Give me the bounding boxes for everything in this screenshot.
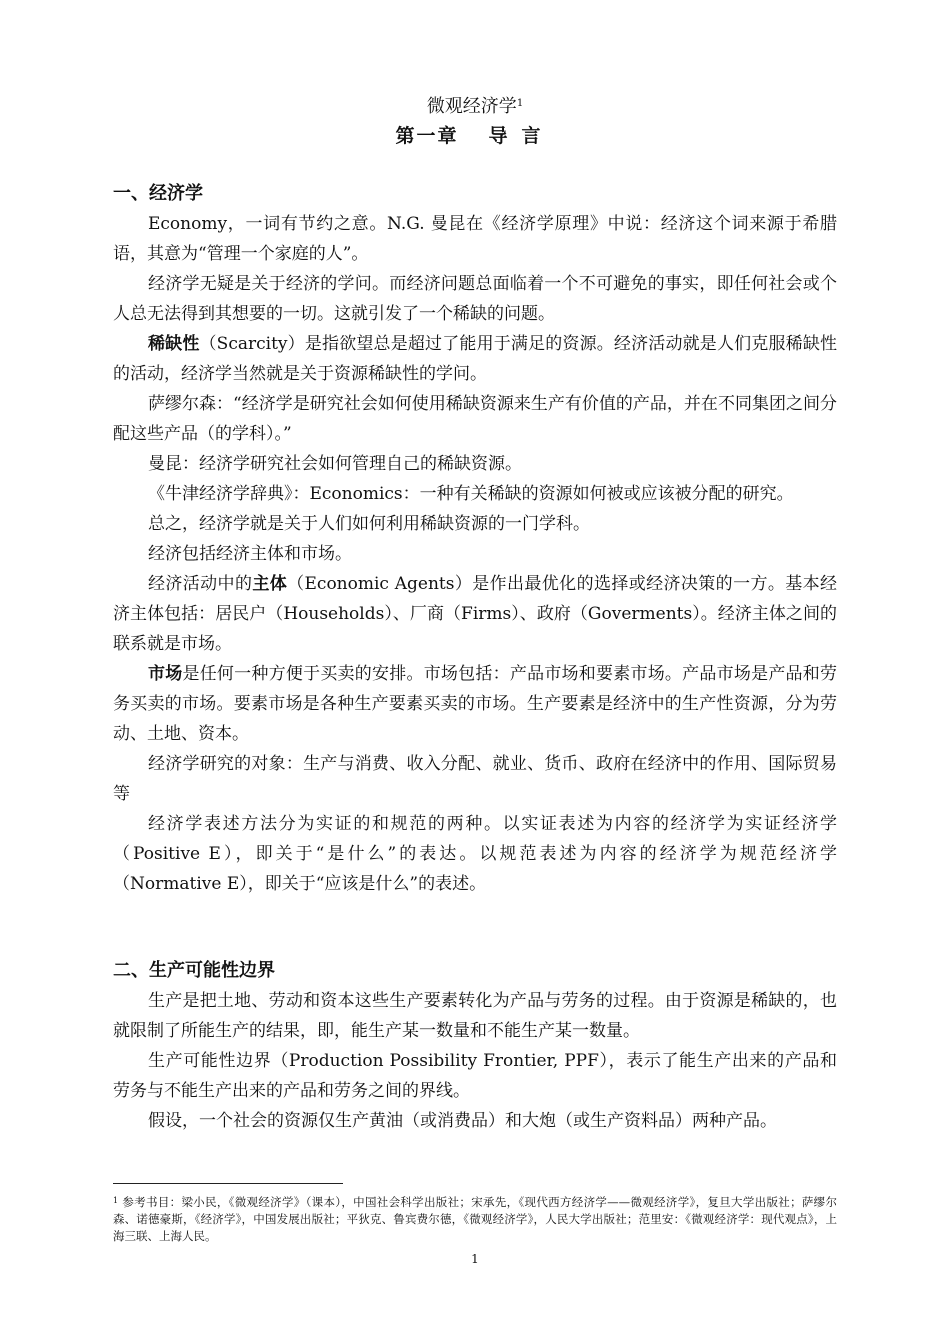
key-term: 主体	[252, 574, 288, 594]
paragraph	[113, 329, 837, 389]
chapter-heading	[0, 123, 950, 149]
paragraph	[113, 659, 837, 749]
section-body-economics	[113, 209, 837, 899]
paragraph: 经济学表述方法分为实证的和规范的两种。以实证表述为内容的经济学为实证经济学（Positive E），即关于“是什么”的表达。以规范表述为内容的经济学为规范经济学（Normative E），即关于“应该是什么”的表述。	[113, 814, 837, 894]
section-heading-ppf: 二、生产可能性边界	[113, 960, 275, 981]
section-body-ppf	[113, 986, 837, 1136]
paragraph	[113, 569, 837, 659]
title-text: 微观经济学	[426, 96, 517, 117]
paragraph: 萨缪尔森：“经济学是研究社会如何使用稀缺资源来生产有价值的产品，并在不同集团之间分配这些产品（的学科）。”	[113, 394, 837, 444]
key-term: 市场	[148, 664, 183, 684]
section-heading-economics: 一、经济学	[113, 183, 203, 204]
paragraph: 《牛津经济学辞典》：Economics：一种有关稀缺的资源如何被或应该被分配的研究。	[148, 484, 794, 504]
paragraph: 总之，经济学就是关于人们如何利用稀缺资源的一门学科。	[148, 514, 590, 534]
footnote-mark: 1	[113, 1196, 119, 1205]
paragraph-text: （Scarcity）是指欲望总是超过了能用于满足的资源。经济活动就是人们克服稀缺性的活动，经济学当然就是关于资源稀缺性的学问。	[113, 334, 837, 384]
chapter-name: 导言	[488, 125, 555, 147]
page-number: 1	[471, 1252, 479, 1266]
chapter-number: 第一章	[395, 125, 459, 147]
footnote-text: 参考书目：梁小民，《微观经济学》（课本），中国社会科学出版社；宋承先，《现代西方经济学——微观经济学》，复旦大学出版社；萨缪尔森、诺德豪斯，《经济学》，中国发展出版社；平狄克、鲁宾费尔德，《微观经济学》，人民大学出版社；范里安：《微观经济学：现代观点》，上海三联、上海人民。	[113, 1195, 837, 1243]
paragraph: 经济包括经济主体和市场。	[148, 544, 352, 564]
key-term: 稀缺性	[148, 334, 200, 354]
footnote	[113, 1192, 837, 1245]
paragraph: 假设，一个社会的资源仅生产黄油（或消费品）和大炮（或生产资料品）两种产品。	[148, 1111, 777, 1131]
footnote-marker[interactable]: 1	[516, 98, 524, 109]
footnote-divider	[113, 1183, 343, 1184]
paragraph: 经济学研究的对象：生产与消费、收入分配、就业、货币、政府在经济中的作用、国际贸易等	[113, 754, 837, 804]
paragraph-text: （Economic Agents）是作出最优化的选择或经济决策的一方。基本经济主体包括：居民户（Households）、厂商（Firms）、政府（Goverments）。经济主体之间的联系就是市场。	[113, 574, 838, 654]
paragraph: 经济学无疑是关于经济的学问。而经济问题总面临着一个不可避免的事实，即任何社会或个人总无法得到其想要的一切。这就引发了一个稀缺的问题。	[113, 274, 837, 324]
paragraph: Economy，一词有节约之意。N.G. 曼昆在《经济学原理》中说：经济这个词来源于希腊语，其意为“管理一个家庭的人”。	[113, 214, 837, 264]
paragraph: 曼昆：经济学研究社会如何管理自己的稀缺资源。	[148, 454, 522, 474]
paragraph-text: 经济活动中的	[148, 574, 253, 594]
document-title	[0, 91, 950, 120]
paragraph-text: 是任何一种方便于买卖的安排。市场包括：产品市场和要素市场。产品市场是产品和劳务买卖的市场。要素市场是各种生产要素买卖的市场。生产要素是经济中的生产性资源，分为劳动、土地、资本。	[113, 664, 838, 744]
paragraph: 生产是把土地、劳动和资本这些生产要素转化为产品与劳务的过程。由于资源是稀缺的，也就限制了所能生产的结果，即，能生产某一数量和不能生产某一数量。	[113, 991, 837, 1041]
paragraph: 生产可能性边界（Production Possibility Frontier, PPF），表示了能生产出来的产品和劳务与不能生产出来的产品和劳务之间的界线。	[113, 1051, 837, 1101]
